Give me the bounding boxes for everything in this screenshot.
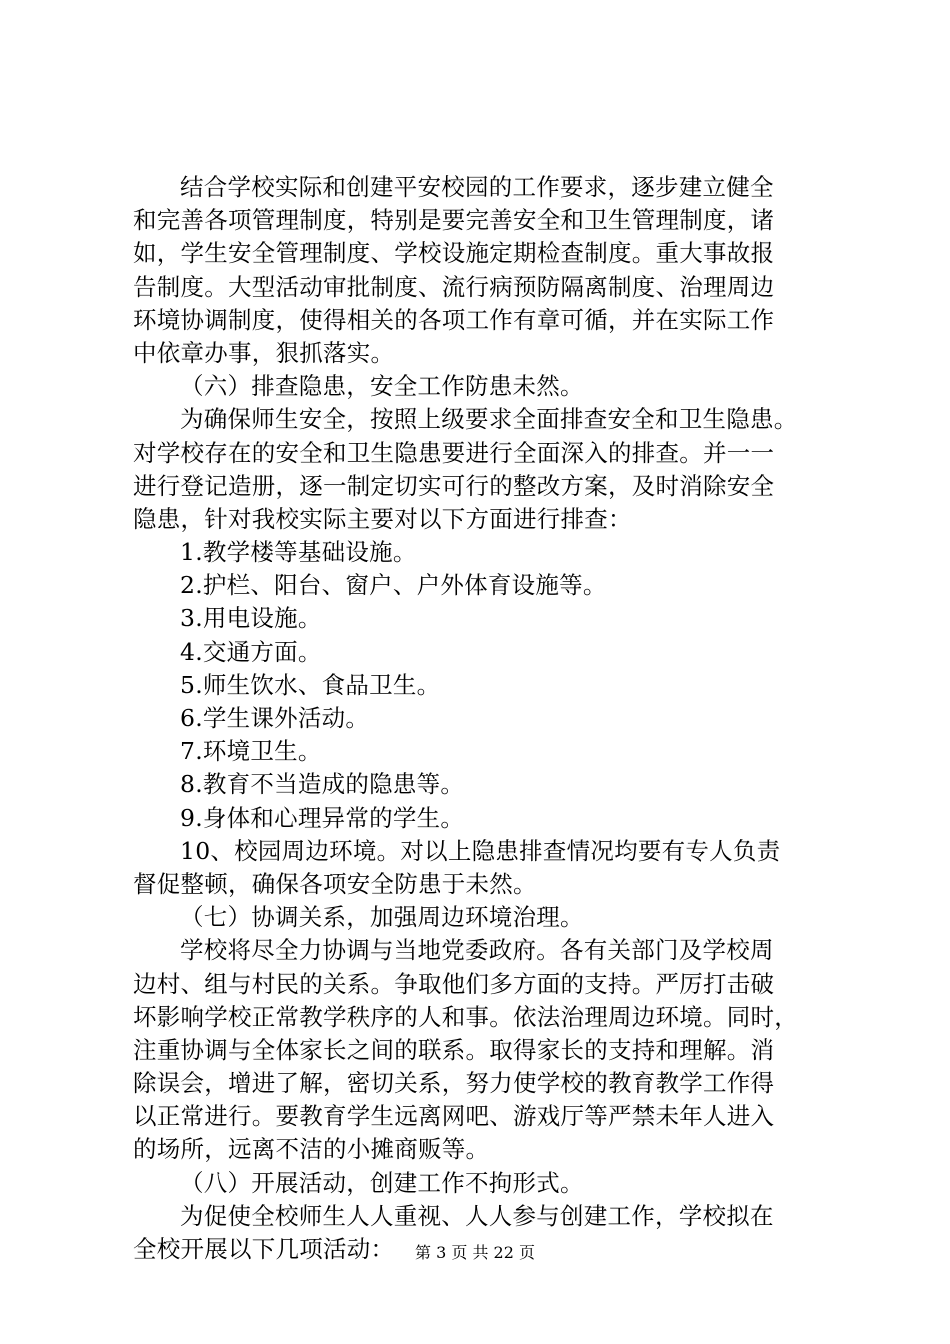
- page-footer: 第 3 页 共 22 页: [415, 1243, 535, 1262]
- text-line: 边村、组与村民的关系。争取他们多方面的支持。严厉打击破: [133, 969, 775, 998]
- text-line: 的场所，远离不洁的小摊商贩等。: [133, 1135, 490, 1164]
- text-line: 和完善各项管理制度，特别是要完善安全和卫生管理制度，诸: [133, 206, 775, 235]
- text-line: （八）开展活动，创建工作不拘形式。: [180, 1168, 584, 1197]
- text-line: 1.教学楼等基础设施。: [180, 538, 417, 567]
- document-body: [133, 171, 833, 1266]
- text-line: 10、校园周边环境。对以上隐患排查情况均要有专人负责: [180, 836, 781, 865]
- text-line: 注重协调与全体家长之间的联系。取得家长的支持和理解。消: [133, 1035, 775, 1064]
- text-line: （六）排查隐患，安全工作防患未然。: [180, 372, 584, 401]
- text-line: 对学校存在的安全和卫生隐患要进行全面深入的排查。并一一: [133, 438, 775, 467]
- text-line: 4.交通方面。: [180, 637, 322, 666]
- text-line: 学校将尽全力协调与当地党委政府。各有关部门及学校周: [180, 936, 774, 965]
- text-line: 督促整顿，确保各项安全防患于未然。: [133, 869, 537, 898]
- text-line: 5.师生饮水、食品卫生。: [180, 670, 441, 699]
- text-line: 环境协调制度，使得相关的各项工作有章可循，并在实际工作: [133, 305, 775, 334]
- text-line: 7.环境卫生。: [180, 737, 322, 766]
- text-line: 为确保师生安全，按照上级要求全面排查安全和卫生隐患。: [180, 405, 798, 434]
- text-line: 3.用电设施。: [180, 604, 322, 633]
- text-line: 2.护栏、阳台、窗户、户外体育设施等。: [180, 571, 607, 600]
- text-line: 进行登记造册，逐一制定切实可行的整改方案，及时消除安全: [133, 471, 775, 500]
- text-line: 结合学校实际和创建平安校园的工作要求，逐步建立健全: [180, 173, 774, 201]
- text-line: 全校开展以下几项活动：: [133, 1235, 395, 1263]
- text-line: 坏影响学校正常教学秩序的人和事。依法治理周边环境。同时，: [133, 1002, 798, 1031]
- text-line: 8.教育不当造成的隐患等。: [180, 770, 465, 799]
- text-line: 除误会，增进了解，密切关系，努力使学校的教育教学工作得: [133, 1069, 775, 1098]
- text-line: 为促使全校师生人人重视、人人参与创建工作，学校拟在: [180, 1201, 774, 1230]
- text-line: 如，学生安全管理制度、学校设施定期检查制度。重大事故报: [133, 239, 775, 268]
- text-line: 隐患，针对我校实际主要对以下方面进行排查：: [133, 504, 632, 533]
- text-line: 9.身体和心理异常的学生。: [180, 803, 465, 832]
- text-line: （七）协调关系，加强周边环境治理。: [180, 903, 584, 932]
- text-line: 告制度。大型活动审批制度、流行病预防隔离制度、治理周边: [133, 272, 775, 301]
- text-line: 6.学生课外活动。: [180, 704, 370, 732]
- text-line: 以正常进行。要教育学生远离网吧、游戏厅等严禁未年人进入: [133, 1102, 775, 1131]
- text-line: 中依章办事，狠抓落实。: [133, 338, 395, 367]
